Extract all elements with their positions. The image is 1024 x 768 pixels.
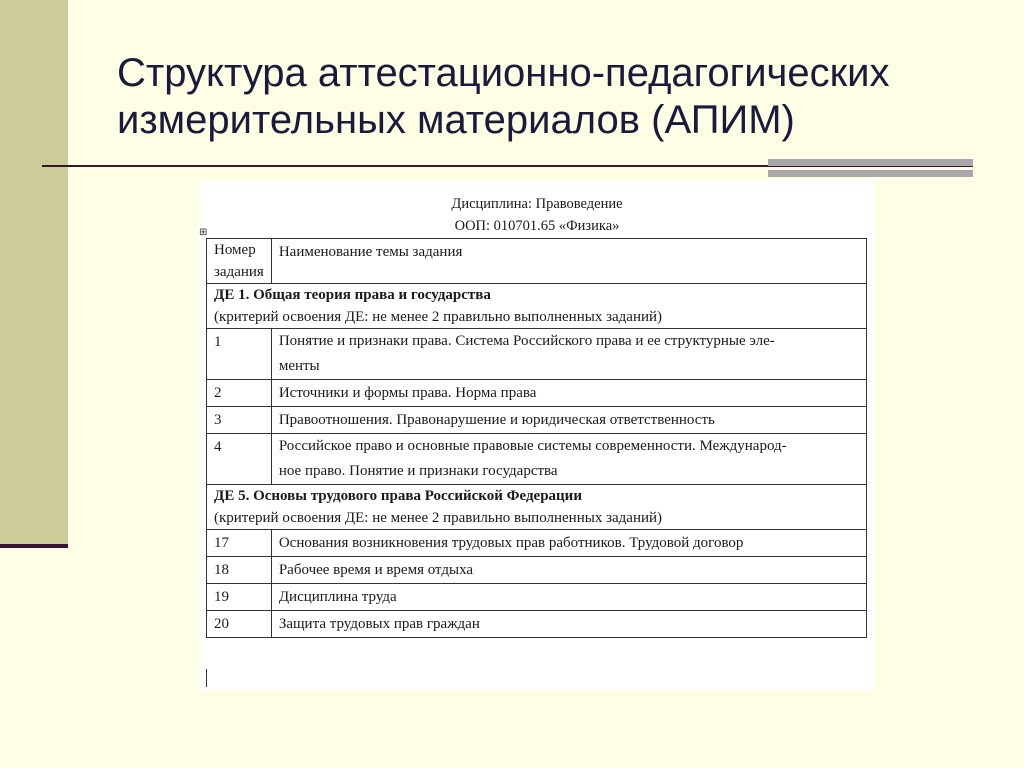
task-topic xyxy=(271,584,866,611)
task-topic-line: Правоотношения. Правонарушение и юридическая ответственность xyxy=(278,412,715,428)
task-topic xyxy=(271,557,866,584)
section-row xyxy=(207,284,867,329)
column-header-topic: Наименование темы задания xyxy=(271,239,866,284)
left-decor-line xyxy=(0,544,68,548)
slide-title xyxy=(117,50,997,144)
task-topic-line: Рабочее время и время отдыха xyxy=(278,562,474,578)
task-topic-line: Защита трудовых прав граждан xyxy=(278,616,480,632)
discipline-label: Дисциплина: Правоведение xyxy=(451,196,623,212)
task-topic xyxy=(271,611,866,638)
task-topic-line: ное право. Понятие и признаки государства xyxy=(278,463,558,479)
task-topic-line: Российское право и основные правовые системы современности. Международ- xyxy=(278,438,787,454)
task-topic xyxy=(271,380,866,407)
table-row xyxy=(207,434,867,485)
task-topic-line: Источники и формы права. Норма права xyxy=(278,385,537,401)
apim-table xyxy=(206,238,867,638)
column-header-number-line-2: задания xyxy=(214,264,264,280)
section-row xyxy=(207,485,867,530)
document-image xyxy=(199,180,875,690)
section-criteria: (критерий освоения ДЕ: не менее 2 правильно выполненных заданий) xyxy=(214,309,663,325)
task-topic xyxy=(271,407,866,434)
task-topic-line: Основания возникновения трудовых прав работников. Трудовой договор xyxy=(278,535,744,551)
task-topic xyxy=(271,530,866,557)
table-expander-icon: ⊞ xyxy=(199,227,208,238)
column-header-number-line-1: Номер xyxy=(214,242,256,258)
title-divider-accent-lower xyxy=(768,170,973,177)
column-header-number xyxy=(207,239,272,284)
program-label: ООП: 010701.65 «Физика» xyxy=(454,218,620,234)
task-topic-line: менты xyxy=(278,358,320,374)
task-topic xyxy=(271,329,866,380)
task-number: 1 xyxy=(207,329,272,380)
table-row xyxy=(207,611,867,638)
table-row xyxy=(207,557,867,584)
section-criteria: (критерий освоения ДЕ: не менее 2 правильно выполненных заданий) xyxy=(214,510,663,526)
table-trailing-border xyxy=(206,669,207,687)
table-row xyxy=(207,584,867,611)
slide-title-line-1: Структура аттестационно-педагогических xyxy=(117,51,890,95)
task-number: 4 xyxy=(207,434,272,485)
title-divider-accent xyxy=(768,159,973,166)
table-row xyxy=(207,407,867,434)
task-topic xyxy=(271,434,866,485)
table-row xyxy=(207,329,867,380)
task-topic-line: Дисциплина труда xyxy=(278,589,397,605)
table-row xyxy=(207,380,867,407)
section-title: ДЕ 1. Общая теория права и государства xyxy=(214,287,491,303)
slide-title-line-2: измерительных материалов (АПИМ) xyxy=(117,98,795,142)
task-number: 19 xyxy=(207,584,272,611)
table-row xyxy=(207,530,867,557)
section-title: ДЕ 5. Основы трудового права Российской Федерации xyxy=(214,488,582,504)
document-header xyxy=(199,180,875,239)
task-number: 17 xyxy=(207,530,272,557)
left-decor-bar xyxy=(0,0,68,545)
table-body xyxy=(207,284,867,638)
table-header-row xyxy=(207,239,867,284)
task-topic-line: Понятие и признаки права. Система Российского права и ее структурные эле- xyxy=(278,333,775,349)
section-cell xyxy=(207,485,867,530)
task-number: 20 xyxy=(207,611,272,638)
task-number: 3 xyxy=(207,407,272,434)
section-cell xyxy=(207,284,867,329)
task-number: 2 xyxy=(207,380,272,407)
task-number: 18 xyxy=(207,557,272,584)
